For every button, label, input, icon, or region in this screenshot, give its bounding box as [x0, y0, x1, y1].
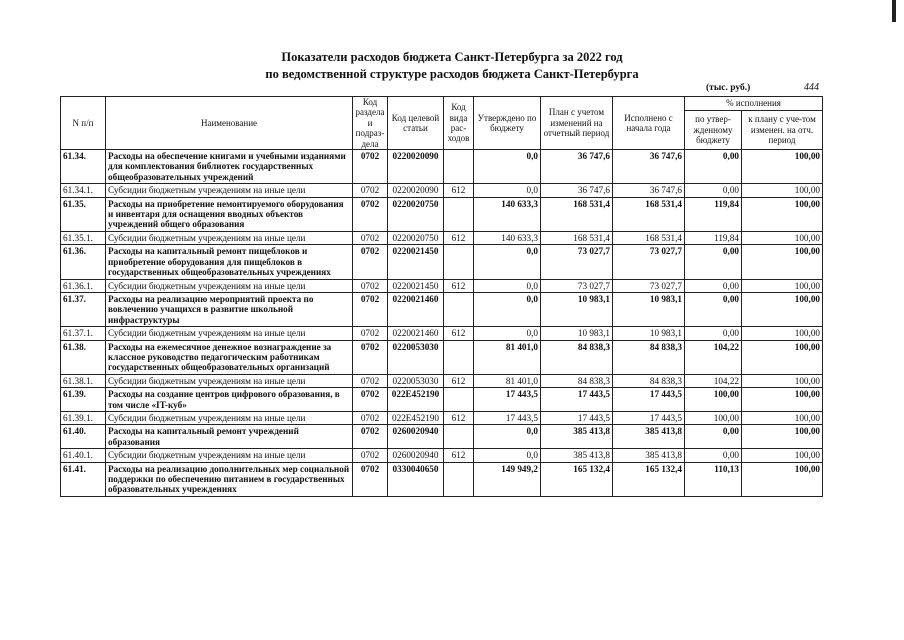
cell-section-code: 0702 — [353, 388, 388, 412]
cell-executed: 17 443,5 — [613, 411, 685, 424]
cell-percent-plan: 100,00 — [742, 245, 823, 279]
cell-percent-budget: 100,00 — [685, 411, 742, 424]
cell-percent-plan: 100,00 — [742, 462, 823, 496]
cell-percent-plan: 100,00 — [742, 388, 823, 412]
cell-expense-type — [444, 150, 474, 184]
cell-executed: 168 531,4 — [613, 231, 685, 244]
cell-num: 61.41. — [61, 462, 106, 496]
cell-section-code: 0702 — [353, 279, 388, 292]
cell-expense-type: 612 — [444, 279, 474, 292]
cell-name: Субсидии бюджетным учреждениям на иные цели — [106, 411, 353, 424]
cell-approved: 81 401,0 — [474, 340, 541, 374]
cell-num: 61.40.1. — [61, 449, 106, 462]
table-row-expense — [61, 462, 823, 496]
cell-section-code: 0702 — [353, 184, 388, 197]
cell-percent-plan: 100,00 — [742, 197, 823, 231]
cell-section-code: 0702 — [353, 374, 388, 387]
cell-expense-type — [444, 197, 474, 231]
table-row-expense — [61, 292, 823, 326]
cell-section-code: 0702 — [353, 231, 388, 244]
cell-section-code: 0702 — [353, 449, 388, 462]
cell-plan: 165 132,4 — [541, 462, 613, 496]
cell-expense-type — [444, 245, 474, 279]
cell-percent-budget: 0,00 — [685, 292, 742, 326]
header-plan: План с учетом изменений на отчетный период — [541, 97, 613, 150]
budget-table — [60, 96, 823, 497]
cell-percent-plan: 100,00 — [742, 374, 823, 387]
table-row-expense — [61, 150, 823, 184]
cell-plan: 17 443,5 — [541, 388, 613, 412]
cell-percent-plan: 100,00 — [742, 411, 823, 424]
cell-percent-plan: 100,00 — [742, 279, 823, 292]
cell-name: Расходы на приобретение немонтируемого оборудования и инвентаря для оснащения вводных объектов учреждений общего образования — [106, 197, 353, 231]
cell-num: 61.34. — [61, 150, 106, 184]
header-target-code: Код целевой статьи — [388, 97, 444, 150]
cell-target-code: 022E452190 — [388, 411, 444, 424]
cell-target-code: 0220020750 — [388, 231, 444, 244]
cell-expense-type: 612 — [444, 374, 474, 387]
cell-num: 61.35. — [61, 197, 106, 231]
cell-num: 61.40. — [61, 425, 106, 449]
cell-percent-plan: 100,00 — [742, 231, 823, 244]
table-row-subsidy — [61, 279, 823, 292]
cell-expense-type — [444, 292, 474, 326]
cell-section-code: 0702 — [353, 197, 388, 231]
cell-section-code: 0702 — [353, 411, 388, 424]
header-executed: Исполнено с начала года — [613, 97, 685, 150]
cell-percent-budget: 100,00 — [685, 388, 742, 412]
header-percent-group: % исполнения — [685, 97, 823, 111]
cell-approved: 17 443,5 — [474, 411, 541, 424]
cell-percent-budget: 0,00 — [685, 425, 742, 449]
cell-plan: 10 983,1 — [541, 292, 613, 326]
table-row-subsidy — [61, 411, 823, 424]
cell-plan: 10 983,1 — [541, 327, 613, 340]
table-row-expense — [61, 388, 823, 412]
cell-target-code: 0220021450 — [388, 245, 444, 279]
cell-approved: 0,0 — [474, 327, 541, 340]
cell-expense-type — [444, 340, 474, 374]
cell-target-code: 0260020940 — [388, 425, 444, 449]
cell-percent-budget: 0,00 — [685, 327, 742, 340]
cell-executed: 165 132,4 — [613, 462, 685, 496]
cell-num: 61.34.1. — [61, 184, 106, 197]
cell-target-code: 0220020090 — [388, 150, 444, 184]
cell-name: Субсидии бюджетным учреждениям на иные цели — [106, 449, 353, 462]
cell-num: 61.37.1. — [61, 327, 106, 340]
cell-executed: 168 531,4 — [613, 197, 685, 231]
cell-executed: 73 027,7 — [613, 245, 685, 279]
table-body — [61, 150, 823, 497]
cell-percent-budget: 104,22 — [685, 340, 742, 374]
cell-target-code: 0330040650 — [388, 462, 444, 496]
cell-section-code: 0702 — [353, 340, 388, 374]
cell-executed: 36 747,6 — [613, 184, 685, 197]
cell-plan: 168 531,4 — [541, 231, 613, 244]
cell-plan: 73 027,7 — [541, 245, 613, 279]
cell-name: Расходы на капитальный ремонт учреждений образования — [106, 425, 353, 449]
cell-section-code: 0702 — [353, 327, 388, 340]
cell-approved: 0,0 — [474, 184, 541, 197]
cell-expense-type — [444, 425, 474, 449]
cell-approved: 149 949,2 — [474, 462, 541, 496]
cell-percent-budget: 0,00 — [685, 449, 742, 462]
cell-expense-type — [444, 462, 474, 496]
cell-approved: 0,0 — [474, 245, 541, 279]
cell-name: Расходы на реализацию мероприятий проекта по вовлечению учащихся в развитие школьной инфраструктуры — [106, 292, 353, 326]
cell-executed: 73 027,7 — [613, 279, 685, 292]
cell-target-code: 022E452190 — [388, 388, 444, 412]
table-row-expense — [61, 340, 823, 374]
table-row-subsidy — [61, 231, 823, 244]
cell-name: Субсидии бюджетным учреждениям на иные цели — [106, 184, 353, 197]
cell-num: 61.38. — [61, 340, 106, 374]
cell-plan: 385 413,8 — [541, 449, 613, 462]
cell-expense-type: 612 — [444, 327, 474, 340]
cell-name: Расходы на капитальный ремонт пищеблоков и приобретение оборудования для пищеблоков в государственных общеобразовательных учреждениях — [106, 245, 353, 279]
cell-approved: 140 633,3 — [474, 231, 541, 244]
cell-approved: 0,0 — [474, 425, 541, 449]
cell-percent-plan: 100,00 — [742, 292, 823, 326]
cell-name: Расходы на ежемесячное денежное вознаграждение за классное руководство педагогическим работникам государственных общеобразовательных организаций — [106, 340, 353, 374]
header-num: N п/п — [61, 97, 106, 150]
cell-num: 61.39.1. — [61, 411, 106, 424]
cell-name: Субсидии бюджетным учреждениям на иные цели — [106, 231, 353, 244]
cell-plan: 73 027,7 — [541, 279, 613, 292]
scan-corner-mark — [892, 0, 896, 22]
header-percent-plan: к плану с уче-том изменен. на отч. период — [742, 111, 823, 150]
page-number: 444 — [804, 82, 819, 93]
cell-approved: 0,0 — [474, 449, 541, 462]
table-row-subsidy — [61, 374, 823, 387]
cell-percent-plan: 100,00 — [742, 449, 823, 462]
document-title-line2: по ведомственной структуре расходов бюджета Санкт-Петербурга — [265, 67, 639, 81]
cell-approved: 0,0 — [474, 150, 541, 184]
cell-executed: 385 413,8 — [613, 425, 685, 449]
cell-approved: 0,0 — [474, 292, 541, 326]
cell-percent-budget: 0,00 — [685, 279, 742, 292]
cell-num: 61.35.1. — [61, 231, 106, 244]
cell-executed: 84 838,3 — [613, 374, 685, 387]
cell-num: 61.37. — [61, 292, 106, 326]
header-expense-type-code: Код вида рас-ходов — [444, 97, 474, 150]
table-row-expense — [61, 425, 823, 449]
cell-target-code: 0220020090 — [388, 184, 444, 197]
header-name: Наименование — [106, 97, 353, 150]
cell-percent-budget: 119,84 — [685, 231, 742, 244]
cell-expense-type: 612 — [444, 231, 474, 244]
cell-percent-plan: 100,00 — [742, 340, 823, 374]
cell-expense-type: 612 — [444, 184, 474, 197]
cell-executed: 84 838,3 — [613, 340, 685, 374]
cell-plan: 385 413,8 — [541, 425, 613, 449]
cell-executed: 10 983,1 — [613, 327, 685, 340]
table-header — [61, 97, 823, 150]
table-row-subsidy — [61, 184, 823, 197]
cell-plan: 36 747,6 — [541, 184, 613, 197]
cell-plan: 17 443,5 — [541, 411, 613, 424]
cell-percent-budget: 0,00 — [685, 245, 742, 279]
cell-num: 61.36. — [61, 245, 106, 279]
cell-target-code: 0220020750 — [388, 197, 444, 231]
cell-percent-budget: 104,22 — [685, 374, 742, 387]
cell-section-code: 0702 — [353, 245, 388, 279]
cell-expense-type — [444, 388, 474, 412]
cell-section-code: 0702 — [353, 425, 388, 449]
cell-plan: 84 838,3 — [541, 374, 613, 387]
header-percent-budget: по утвер-жденному бюджету — [685, 111, 742, 150]
cell-name: Расходы на реализацию дополнительных мер социальной поддержки по обеспечению питанием в государственных образовательных учреждениях — [106, 462, 353, 496]
cell-executed: 17 443,5 — [613, 388, 685, 412]
cell-executed: 385 413,8 — [613, 449, 685, 462]
cell-expense-type: 612 — [444, 411, 474, 424]
cell-name: Расходы на обеспечение книгами и учебными изданиями для комплектования библиотек государственных общеобразовательных учреждений — [106, 150, 353, 184]
cell-plan: 168 531,4 — [541, 197, 613, 231]
cell-name: Субсидии бюджетным учреждениям на иные цели — [106, 327, 353, 340]
cell-expense-type: 612 — [444, 449, 474, 462]
document-title-line1: Показатели расходов бюджета Санкт-Петербурга за 2022 год — [281, 50, 623, 64]
cell-percent-budget: 119,84 — [685, 197, 742, 231]
cell-target-code: 0220021450 — [388, 279, 444, 292]
header-approved: Утверждено по бюджету — [474, 97, 541, 150]
cell-approved: 140 633,3 — [474, 197, 541, 231]
cell-target-code: 0220053030 — [388, 374, 444, 387]
cell-section-code: 0702 — [353, 150, 388, 184]
cell-section-code: 0702 — [353, 462, 388, 496]
units-label: (тыс. руб.) — [706, 83, 751, 93]
cell-name: Расходы на создание центров цифрового образования, в том числе «IT-куб» — [106, 388, 353, 412]
cell-num: 61.39. — [61, 388, 106, 412]
table-row-expense — [61, 197, 823, 231]
cell-approved: 0,0 — [474, 279, 541, 292]
cell-percent-budget: 110,13 — [685, 462, 742, 496]
cell-target-code: 0220053030 — [388, 340, 444, 374]
cell-section-code: 0702 — [353, 292, 388, 326]
header-section-code: Код раздела и подраз-дела — [353, 97, 388, 150]
table-row-subsidy — [61, 327, 823, 340]
cell-percent-plan: 100,00 — [742, 184, 823, 197]
table-row-expense — [61, 245, 823, 279]
cell-percent-plan: 100,00 — [742, 425, 823, 449]
cell-num: 61.36.1. — [61, 279, 106, 292]
cell-target-code: 0220021460 — [388, 327, 444, 340]
cell-name: Субсидии бюджетным учреждениям на иные цели — [106, 374, 353, 387]
table-row-subsidy — [61, 449, 823, 462]
cell-percent-budget: 0,00 — [685, 150, 742, 184]
cell-percent-plan: 100,00 — [742, 150, 823, 184]
cell-plan: 84 838,3 — [541, 340, 613, 374]
cell-approved: 17 443,5 — [474, 388, 541, 412]
cell-target-code: 0260020940 — [388, 449, 444, 462]
cell-executed: 10 983,1 — [613, 292, 685, 326]
cell-plan: 36 747,6 — [541, 150, 613, 184]
cell-num: 61.38.1. — [61, 374, 106, 387]
cell-target-code: 0220021460 — [388, 292, 444, 326]
cell-approved: 81 401,0 — [474, 374, 541, 387]
cell-percent-budget: 0,00 — [685, 184, 742, 197]
cell-name: Субсидии бюджетным учреждениям на иные цели — [106, 279, 353, 292]
cell-executed: 36 747,6 — [613, 150, 685, 184]
cell-percent-plan: 100,00 — [742, 327, 823, 340]
